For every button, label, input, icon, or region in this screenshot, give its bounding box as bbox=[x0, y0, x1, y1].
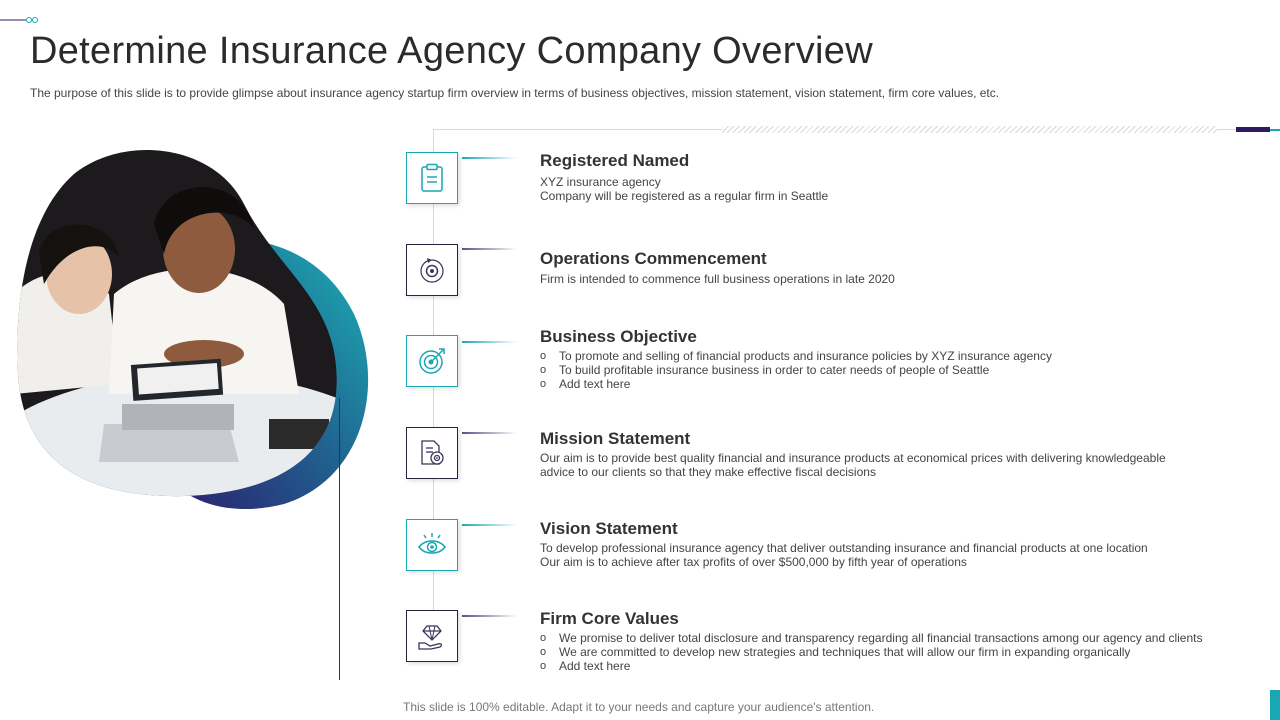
document-target-icon bbox=[406, 427, 458, 479]
item-text-line: To develop professional insurance agency that deliver outstanding insurance and financial products at one location bbox=[540, 541, 1148, 555]
item-text-line: Firm is intended to commence full business operations in late 2020 bbox=[540, 272, 895, 286]
item-body-operations-commencement bbox=[540, 272, 895, 286]
accent-tick bbox=[1270, 129, 1280, 131]
page-subtitle: The purpose of this slide is to provide glimpse about insurance agency startup firm overview in terms of business objectives, mission statement, vision statement, firm core values, etc. bbox=[30, 86, 1000, 100]
item-text-line: advice to our clients so that they make effective fiscal decisions bbox=[540, 465, 876, 479]
item-text-line: XYZ insurance agency bbox=[540, 175, 661, 189]
item-body-firm-core-values bbox=[540, 631, 1202, 673]
item-body-business-objective bbox=[540, 349, 1052, 391]
target-icon bbox=[406, 335, 458, 387]
bullet-item: o To promote and selling of financial products and insurance policies by XYZ insurance agency bbox=[540, 349, 1052, 363]
photo-vertical-line bbox=[339, 398, 340, 680]
team-photo bbox=[14, 144, 370, 510]
top-divider bbox=[433, 129, 723, 130]
item-text-line: Our aim is to provide best quality financial and insurance products at economical prices with delivering knowledgeable bbox=[540, 451, 1166, 465]
bullet-item: o We are committed to develop new strategies and techniques that will allow our firm in expanding organically bbox=[540, 645, 1202, 659]
connector-line bbox=[462, 524, 517, 526]
diamond-hand-icon bbox=[406, 610, 458, 662]
timeline-spine bbox=[433, 130, 434, 650]
item-body-registered-named bbox=[540, 175, 828, 203]
gear-cycle-icon bbox=[406, 244, 458, 296]
item-title-vision-statement: Vision Statement bbox=[540, 519, 678, 538]
connector-line bbox=[462, 248, 517, 250]
connector-line bbox=[462, 157, 517, 159]
item-title-operations-commencement: Operations Commencement bbox=[540, 249, 767, 268]
item-title-business-objective: Business Objective bbox=[540, 327, 697, 346]
top-divider-end bbox=[1217, 129, 1237, 130]
item-text-line: Company will be registered as a regular firm in Seattle bbox=[540, 189, 829, 203]
bullet-item: o Add text here bbox=[540, 377, 1052, 391]
corner-accent bbox=[1270, 690, 1280, 720]
item-title-firm-core-values: Firm Core Values bbox=[540, 609, 679, 628]
hatch-decoration bbox=[722, 126, 1217, 133]
connector-line bbox=[462, 615, 517, 617]
bullet-item: o To build profitable insurance business in order to cater needs of people of Seattle bbox=[540, 363, 1052, 377]
footer-note: This slide is 100% editable. Adapt it to your needs and capture your audience's attention. bbox=[403, 700, 875, 714]
corner-decoration bbox=[0, 16, 42, 24]
page-title: Determine Insurance Agency Company Overview bbox=[30, 30, 873, 72]
bullet-item: o Add text here bbox=[540, 659, 1202, 673]
item-body-vision-statement bbox=[540, 541, 1148, 569]
item-title-registered-named: Registered Named bbox=[540, 151, 690, 170]
item-title-mission-statement: Mission Statement bbox=[540, 429, 691, 448]
item-body-mission-statement bbox=[540, 451, 1166, 479]
connector-line bbox=[462, 432, 517, 434]
clipboard-icon bbox=[406, 152, 458, 204]
item-text-line: Our aim is to achieve after tax profits of over $500,000 by fifth year of operations bbox=[540, 555, 967, 569]
bullet-item: o We promise to deliver total disclosure and transparency regarding all financial transactions among our agency and clients bbox=[540, 631, 1202, 645]
accent-bar bbox=[1236, 127, 1270, 132]
connector-line bbox=[462, 341, 517, 343]
eye-icon bbox=[406, 519, 458, 571]
